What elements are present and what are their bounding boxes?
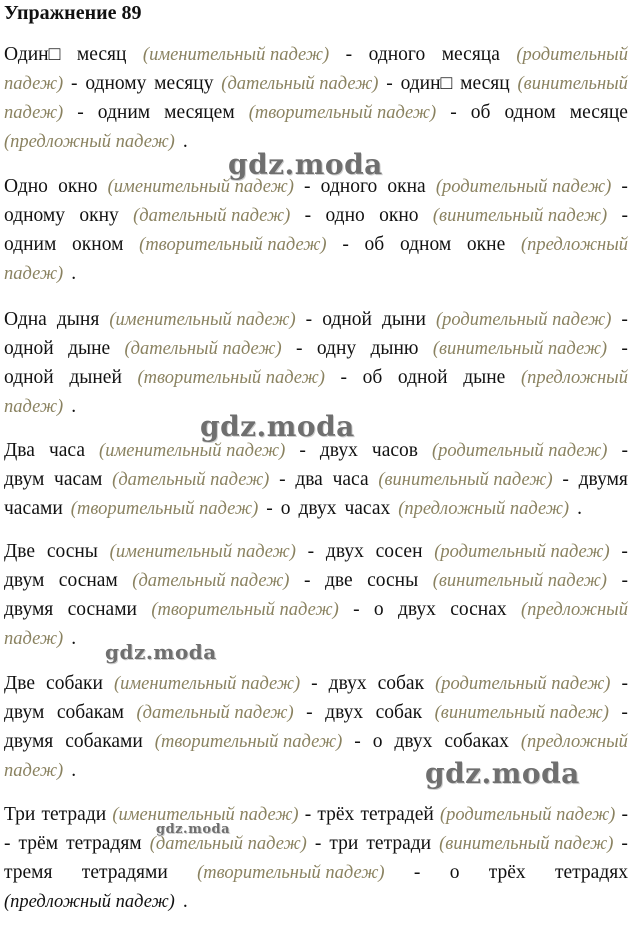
word: дыне (68, 338, 111, 359)
word: - (450, 102, 457, 123)
case-label: падеж) (4, 397, 64, 417)
case-label: (винительный падеж) (432, 571, 607, 591)
word: двумя (4, 731, 54, 752)
word: об (362, 367, 383, 388)
word: часа (48, 440, 85, 461)
word: . (71, 396, 77, 417)
word: одному (4, 205, 66, 226)
text-line (4, 537, 628, 566)
text-line (4, 363, 628, 392)
case-label: падеж) (4, 629, 64, 649)
watermark: gdz.moda (200, 410, 355, 443)
case-label: (именительный падеж) (109, 310, 296, 330)
word: - (304, 176, 311, 197)
word: собаки (46, 673, 103, 694)
word: . (71, 263, 77, 284)
word: дыне (463, 367, 506, 388)
word: - (71, 73, 78, 94)
word: - (305, 309, 313, 330)
word: тетрадями (81, 862, 168, 883)
word: - (77, 102, 84, 123)
word: двух (397, 599, 436, 620)
word: - (279, 469, 286, 490)
case-label: (дательный падеж) (124, 339, 282, 359)
case-label: (винительный падеж) (432, 206, 608, 226)
case-label: (предложный (520, 235, 628, 255)
word: - (621, 176, 628, 197)
word: часов (371, 440, 418, 461)
word: - (621, 541, 628, 562)
text-line (4, 465, 628, 494)
word: - (307, 541, 315, 562)
word: - (354, 731, 361, 752)
word: дыню (370, 338, 419, 359)
word: двумя (578, 469, 628, 490)
word: месяца (441, 44, 500, 65)
word: - (621, 338, 628, 359)
word: одним (97, 102, 151, 123)
text-line (4, 727, 628, 756)
case-label: (именительный падеж) (107, 177, 294, 197)
watermark: gdz.moda (156, 822, 231, 837)
word: - (562, 469, 569, 490)
case-label: (дательный падеж) (221, 74, 379, 94)
case-label: (родительный падеж) (439, 805, 616, 825)
word: о (449, 862, 460, 883)
word: двух (319, 440, 358, 461)
word: три (329, 833, 359, 854)
case-label: (предложный падеж) (4, 132, 175, 152)
case-label: (творительный падеж) (70, 499, 259, 519)
word: - (342, 234, 349, 255)
text-line (4, 858, 628, 887)
exercise-title: Упражнение 89 (4, 2, 142, 24)
word: двум (4, 702, 45, 723)
word: окна (387, 176, 426, 197)
word: - (304, 804, 312, 825)
case-label: (родительный падеж) (432, 441, 608, 461)
word: двух (394, 731, 433, 752)
word: соснах (450, 599, 507, 620)
word: Три (4, 804, 36, 825)
case-label: (родительный падеж) (434, 542, 610, 562)
case-label: (родительный падеж) (435, 674, 611, 694)
word: - (621, 702, 628, 723)
word: собаках (444, 731, 509, 752)
case-label: (дательный падеж) (133, 206, 291, 226)
case-label: (родительный падеж) (435, 310, 612, 330)
text-line (4, 40, 628, 69)
word: одного (320, 176, 378, 197)
paragraph (4, 305, 628, 421)
case-label: (дательный падеж) (136, 703, 294, 723)
word: - (386, 73, 393, 94)
paragraph (4, 537, 628, 653)
case-label: (дательный падеж) (132, 571, 290, 591)
word: . (71, 628, 77, 649)
word: окно (58, 176, 98, 197)
word: Одно (4, 176, 48, 197)
case-label: (дательный падеж) (149, 834, 307, 854)
word: Две (4, 541, 36, 562)
word: месяц (460, 73, 510, 94)
word: сосен (375, 541, 423, 562)
word: окну (79, 205, 119, 226)
case-label: падеж) (4, 103, 64, 123)
word: . (182, 131, 188, 152)
text-line (4, 829, 628, 858)
word: двум (4, 570, 45, 591)
word: Две (4, 673, 36, 694)
case-label: (родительный (516, 45, 628, 65)
word: о (372, 731, 383, 752)
word: трём (18, 833, 59, 854)
word: о (373, 599, 384, 620)
word: месяцем (164, 102, 235, 123)
text-line (4, 494, 628, 523)
text-line (4, 69, 628, 98)
word: . (577, 498, 582, 519)
word: месяце (569, 102, 628, 123)
case-label: (творительный падеж) (139, 235, 327, 255)
word: тетради (366, 833, 432, 854)
case-label: падеж) (4, 761, 64, 781)
word: тремя (4, 862, 53, 883)
word: собак (377, 673, 425, 694)
case-label: (именительный падеж) (99, 441, 286, 461)
word: - (4, 833, 11, 854)
case-label: (творительный падеж) (137, 368, 325, 388)
case-label: (родительный падеж) (435, 177, 612, 197)
word: - (314, 833, 322, 854)
word: часами (4, 498, 63, 519)
case-label: (винительный падеж) (432, 339, 608, 359)
case-label: (творительный падеж) (151, 600, 339, 620)
word: часах (344, 498, 391, 519)
text-line (4, 230, 628, 259)
word: трёх (488, 862, 526, 883)
case-label: (именительный падеж) (109, 542, 296, 562)
word: дыня (56, 309, 100, 330)
word: одной (4, 338, 54, 359)
word: двух (325, 702, 364, 723)
case-label: (предложный падеж) (398, 499, 570, 519)
word: сосны (46, 541, 98, 562)
case-label: (именительный падеж) (142, 45, 330, 65)
word: окно (379, 205, 419, 226)
case-label: (винительный падеж) (434, 703, 609, 723)
case-label: (дательный падеж) (112, 470, 270, 490)
text-line (4, 305, 628, 334)
word: окном (72, 234, 124, 255)
word: - (266, 498, 273, 519)
case-label: (именительный падеж) (113, 674, 301, 694)
word: одной (397, 367, 448, 388)
case-label: (именительный падеж) (112, 805, 299, 825)
word: об (364, 234, 385, 255)
text-line (4, 98, 628, 127)
word: одной (322, 309, 372, 330)
word: одного (368, 44, 426, 65)
word: - (621, 804, 628, 825)
text-line (4, 566, 628, 595)
case-label: (предложный (520, 732, 628, 752)
word: - (353, 599, 360, 620)
word: тетрадям (66, 833, 142, 854)
word: часа (332, 469, 369, 490)
word: - (299, 440, 306, 461)
paragraph (4, 436, 628, 523)
word: тетради (41, 804, 107, 825)
text-line (4, 669, 628, 698)
word: сосны (367, 570, 419, 591)
case-label: (предложный (520, 368, 628, 388)
word: - (345, 44, 353, 65)
word: - (413, 862, 421, 883)
word: месяц (76, 44, 127, 65)
text-line (4, 698, 628, 727)
word: собаками (65, 731, 143, 752)
paragraph (4, 172, 628, 288)
word: двух (328, 673, 367, 694)
word: тетрадей (360, 804, 434, 825)
word: о (280, 498, 291, 519)
word: двум (4, 469, 45, 490)
word: собакам (56, 702, 124, 723)
text-line (4, 887, 628, 916)
text-line (4, 259, 628, 288)
word: Один□ (4, 44, 61, 65)
word: соснами (67, 599, 137, 620)
watermark: gdz.moda (228, 148, 383, 181)
word: . (71, 760, 77, 781)
word: - (621, 673, 628, 694)
word: двух (325, 541, 364, 562)
word: одном (399, 234, 452, 255)
word: об (470, 102, 491, 123)
word: два (295, 469, 323, 490)
text-line (4, 595, 628, 624)
word: - (621, 833, 628, 854)
word: - (340, 367, 348, 388)
word: соснам (58, 570, 118, 591)
case-label: (предложный падеж) (4, 892, 175, 912)
word: - (621, 440, 628, 461)
case-label: падеж) (4, 74, 64, 94)
word: дыни (382, 309, 426, 330)
case-label: падеж) (4, 264, 64, 284)
word: одному (85, 73, 147, 94)
word: - (303, 570, 311, 591)
paragraph (4, 40, 628, 156)
word: тетрадях (555, 862, 628, 883)
word: трёх (317, 804, 355, 825)
word: Одна (4, 309, 47, 330)
paragraph (4, 800, 628, 916)
case-label: (творительный падеж) (154, 732, 343, 752)
watermark: gdz.moda (425, 757, 580, 790)
word: одним (4, 234, 57, 255)
word: двумя (4, 599, 54, 620)
word: две (324, 570, 353, 591)
watermark: gdz.moda (105, 640, 217, 664)
word: одном (504, 102, 556, 123)
text-line (4, 334, 628, 363)
word: - (296, 338, 303, 359)
case-label: (творительный падеж) (248, 103, 437, 123)
word: месяцу (154, 73, 214, 94)
word: - (304, 205, 312, 226)
word: дыней (69, 367, 122, 388)
word: окне (466, 234, 506, 255)
case-label: (предложный (520, 600, 628, 620)
word: - (621, 205, 628, 226)
word: двух (298, 498, 337, 519)
word: - (621, 309, 628, 330)
word: - (311, 673, 318, 694)
text-line (4, 201, 628, 230)
word: одной (4, 367, 54, 388)
word: один□ (400, 73, 453, 94)
word: одно (325, 205, 365, 226)
word: одну (316, 338, 357, 359)
case-label: (винительный падеж) (439, 834, 614, 854)
word: - (306, 702, 313, 723)
word: - (621, 570, 628, 591)
case-label: (винительный (517, 74, 628, 94)
case-label: (творительный падеж) (197, 863, 385, 883)
word: часам (54, 469, 103, 490)
word: . (182, 891, 188, 912)
case-label: (винительный падеж) (378, 470, 553, 490)
text-line (4, 800, 628, 829)
text-line (4, 624, 628, 653)
word: Два (4, 440, 35, 461)
word: собак (375, 702, 423, 723)
